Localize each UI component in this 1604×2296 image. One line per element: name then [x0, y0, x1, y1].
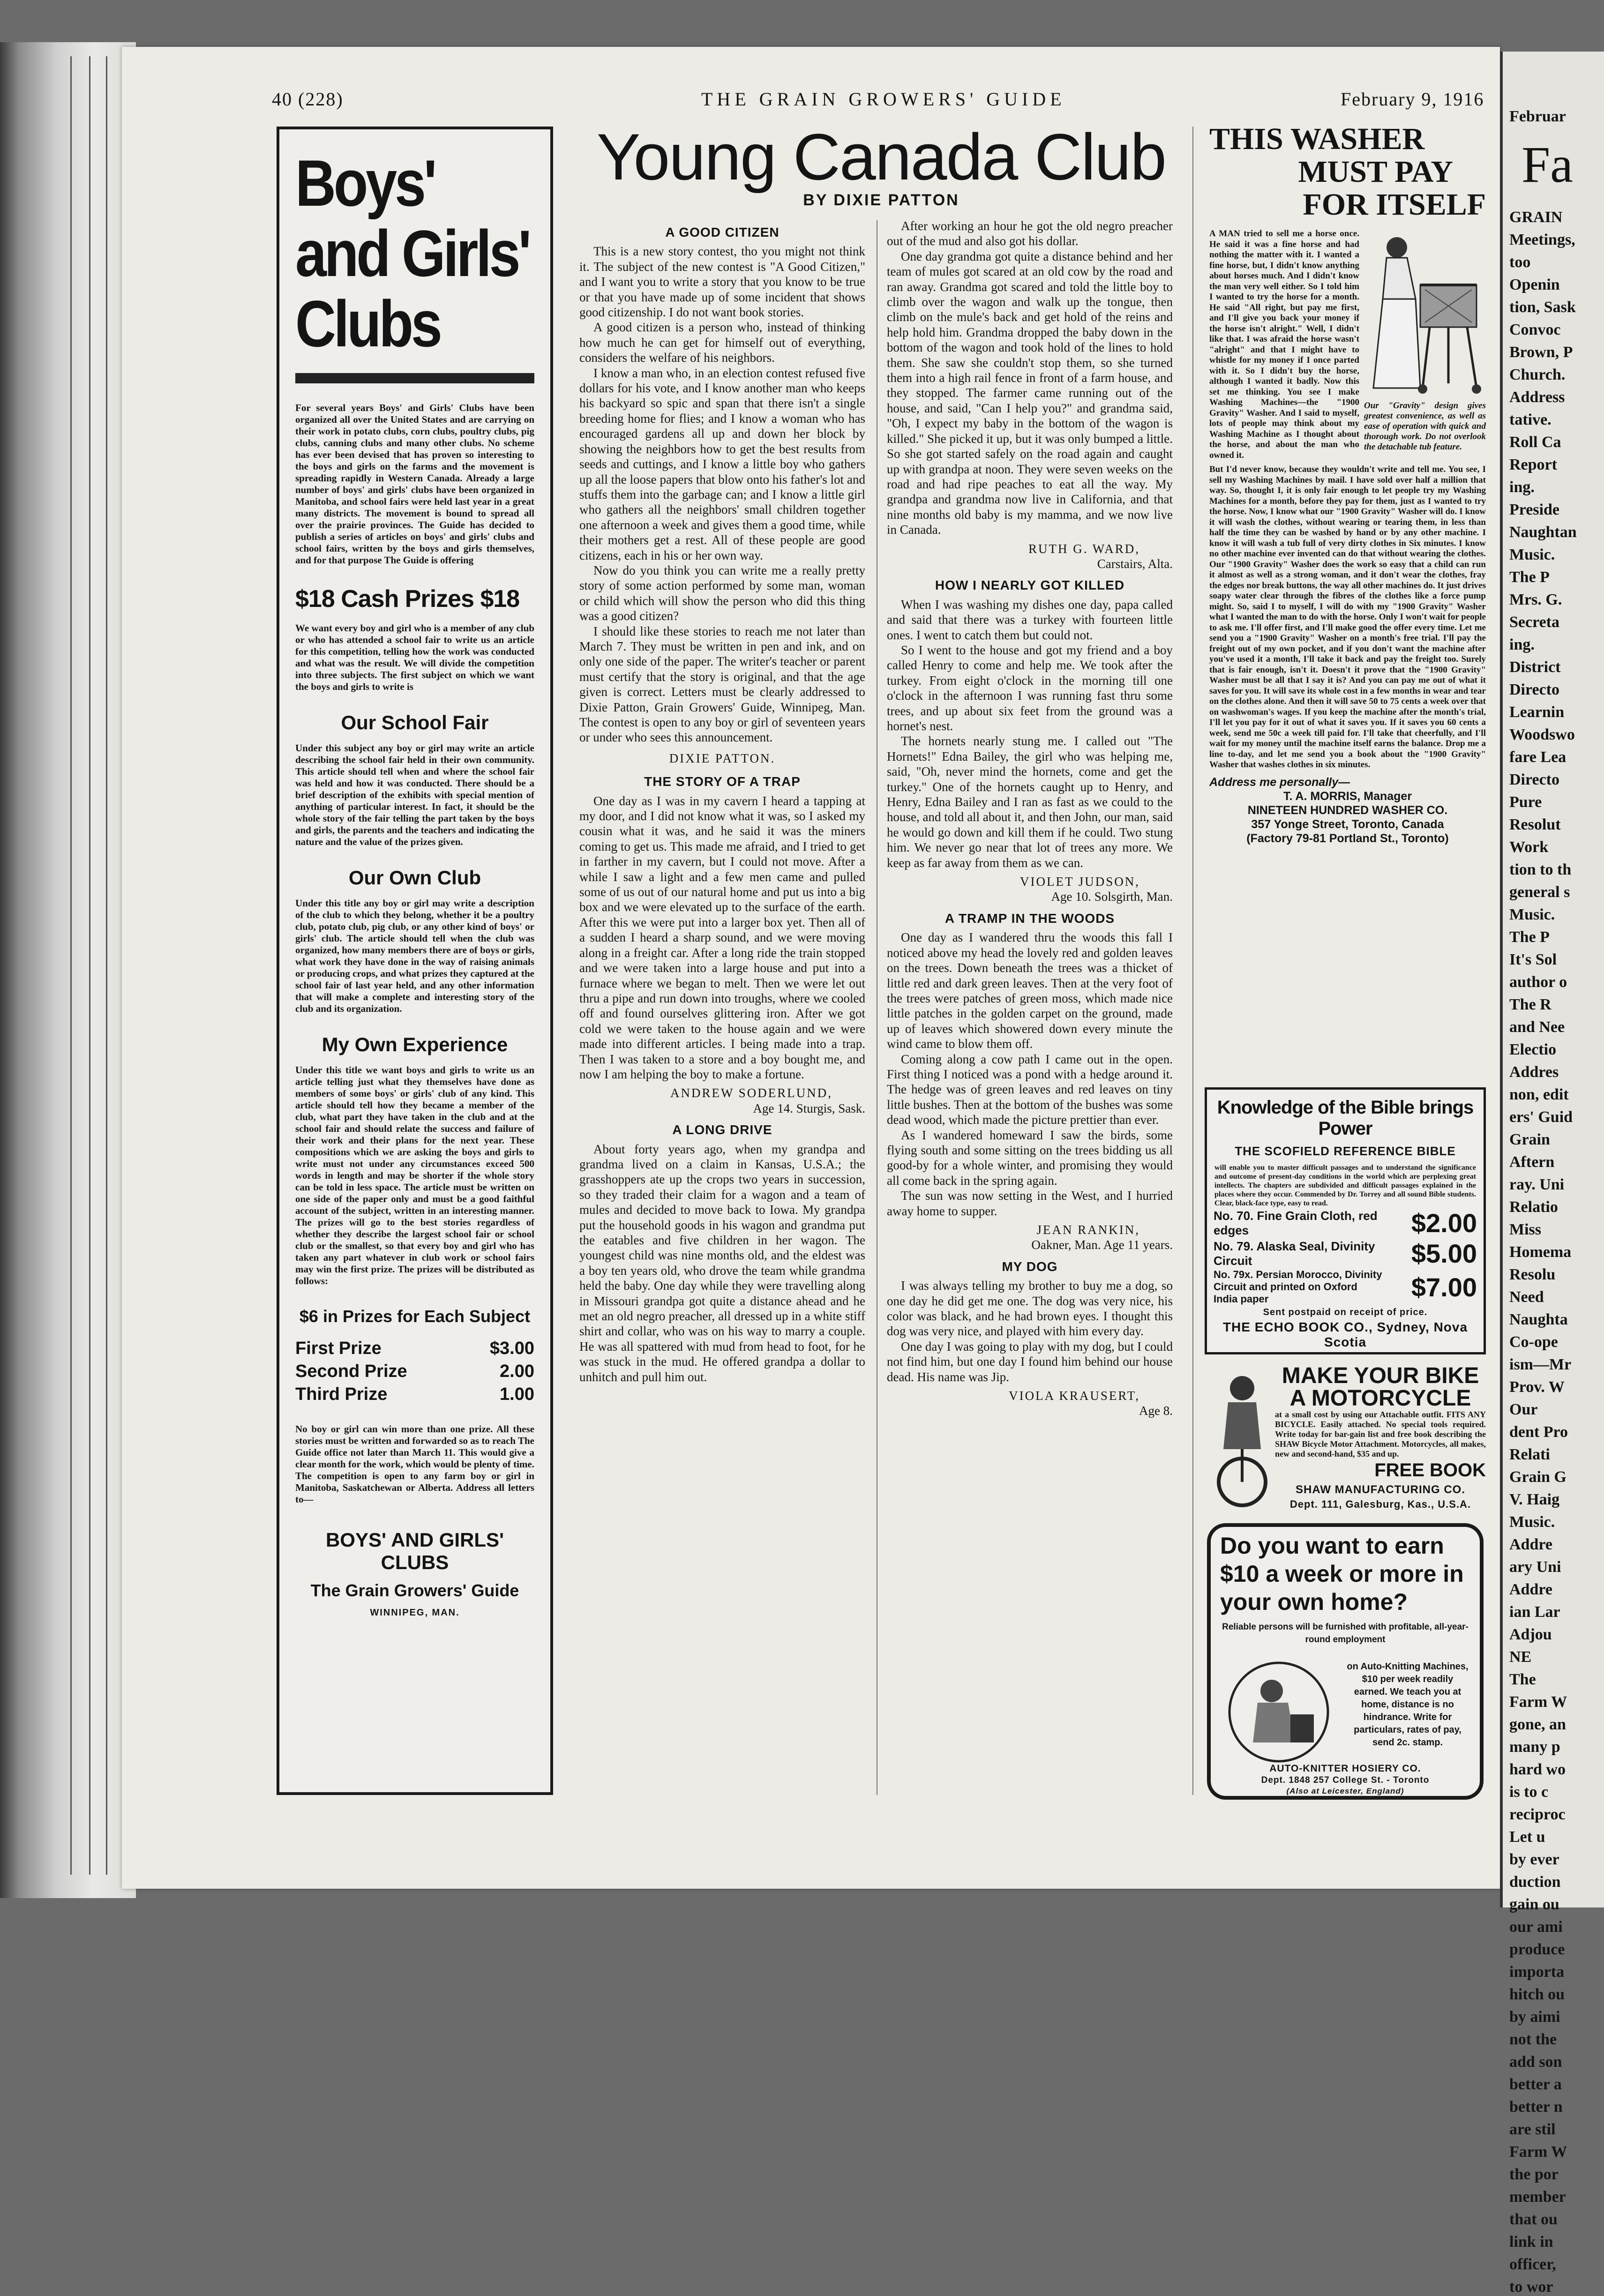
next-page-line: non, edit — [1509, 1086, 1569, 1103]
next-page-line: Music. — [1509, 1513, 1555, 1531]
next-page-line: Our — [1509, 1401, 1538, 1418]
next-page-line: to wor — [1509, 2278, 1553, 2296]
next-page-line: ing. — [1509, 636, 1535, 653]
issue-date: February 9, 1916 — [1341, 89, 1484, 110]
next-page-line: Februar — [1509, 108, 1566, 125]
next-page-line: gone, an — [1509, 1716, 1566, 1733]
earn-company: AUTO-KNITTER HOSIERY CO. — [1269, 1763, 1421, 1774]
bible-price-row: No. 79x. Persian Morocco, Divinity Circuit and printed on Oxford India paper $7.00 — [1214, 1269, 1477, 1305]
next-page-line: Electio — [1509, 1041, 1557, 1058]
byline: BY DIXIE PATTON — [803, 191, 959, 209]
book-binding — [0, 42, 136, 1898]
next-page-line: Adjou — [1509, 1626, 1552, 1643]
next-page-edge — [1500, 52, 1604, 2296]
next-page-line: and Nee — [1509, 1018, 1565, 1036]
next-page-line: Work — [1509, 838, 1549, 856]
washer-caption: Our "Gravity" design gives greatest convenience, as well as ease of operation with quick and thorough work. Do not overlook the detachable tub feature. — [1364, 400, 1486, 452]
story-paragraph: When I was washing my dishes one day, papa called and said that there was a turkey with fourteen little ones. I went to catch them but could not. — [887, 597, 1173, 642]
story-paragraph: I should like these stories to reach me not later than March 7. They must be written in pen and ink, and on only one side of the paper. The writer's teacher or parent must certify that the story is original, and that the age given is correct. Letters must be clearly addressed to Dixie Patton, Grain Growers' Guide, Winnipeg, Man. The contest is open to any boy or girl of seventeen years or under who sees this announcement. — [579, 624, 865, 745]
next-page-line: It's Sol — [1509, 951, 1557, 968]
divider-bar — [295, 373, 534, 383]
next-page-line: Prov. W — [1509, 1378, 1565, 1396]
story-paragraph: About forty years ago, when my grandpa and grandma lived on a claim in Kansas, U.S.A.; the grasshoppers ate up the crops two years in succession, so they traded their claim for a wagon and a team of mules and decided to move back to Iowa. My grandpa put the household goods in his wagon and grandma put the eatables and five children in her wagon. The youngest child was nine months old, and the eldest was a boy ten years old, who drove the team while grandma held the baby. One day while they were travelling along in Missouri grandpa got quite a distance ahead and he met an old negro preacher, all dressed up in a white stiff shirt and collar, who was on his way to marry a couple. He was all spattered with mud from head to foot, for he was stuck in the mud. He offered grandpa a dollar to unhitch and pull him out. — [579, 1142, 865, 1384]
washer-illustration — [1364, 229, 1486, 452]
next-page-line: too — [1509, 254, 1531, 271]
bible-ad — [1205, 1087, 1486, 1354]
story-paragraph: One day grandma got quite a distance behind and her team of mules got scared at an old cow by the road and ran away. Grandma got scared and told the little boy to climb over the wagon and walk up the tongue, then climb on the mule's back and get hold of the reins and help hold him. Grandma dropped the baby down in the bottom of the wagon and took hold of the lines to hold them. She saw she couldn't stop them, so she turned them into a high rail fence in front of a farm house, and they stopped. The farmer came running out of the house, and said, "Can I help you?" and grandma said, "Oh, I expect my baby in the bottom of the wagon is killed." She picked it up, but it was only bumped a little. So she got started safely on the road again and caught up with grandpa at noon. They were seven weeks on the road and had ripe peaches to eat all the way. My grandpa and grandma now live in California, and that nine months old baby is my mamma, and we now live in Canada. — [887, 249, 1173, 537]
cash-prizes-text: We want every boy and girl who is a member of any club or who has attended a school fair to write us an article for this competition, telling how the work was conducted and what was the result. We will divide the competition into three subjects. The first subject on which we want the boys and girls to write is — [295, 622, 534, 692]
next-page-line: Naughta — [1509, 1311, 1568, 1328]
next-page-line: Homema — [1509, 1243, 1572, 1261]
story-heading: THE STORY OF A TRAP — [644, 774, 801, 789]
binding-line — [70, 56, 72, 1875]
subject-experience-text: Under this title we want boys and girls to write us an article telling just what they themselves have done as members of some boys' or girls' club of any kind. This article should tell how they became a member of the club, what part they have taken in the club and at the school fair and should relate the success and failure of their work and their plans for the next year. These compositions which we are asking the boys and girls to write must not under any circumstances exceed 500 words in length and may be shorter if the whole story can be told in less space. The article must be written on one side of the paper only and must be a good faithful account of the subject, written in an interesting manner. The prizes will go to the best stories regardless of whether they describe the largest school fair or school club or the smallest, so that every boy and girl who has taken any part whatever in club work or school fairs may win the first prize. The prizes will be distributed as follows: — [295, 1064, 534, 1286]
next-page-line: ers' Guid — [1509, 1108, 1573, 1126]
prize-row: First Prize $3.00 — [295, 1339, 534, 1358]
next-page-line: importa — [1509, 1963, 1565, 1981]
young-canada-title: Young Canada Club — [596, 120, 1166, 194]
bible-headline: Knowledge of the Bible brings Power — [1217, 1097, 1474, 1139]
story-author: ANDREW SODERLUND, — [670, 1086, 832, 1100]
subject-school-fair-text: Under this subject any boy or girl may write an article describing the school fair held in their own community. This article should tell when and where the school fair was held and how it was conducted. There should be a brief description of the exhibits with special mention of anything of particular interest. In fact, it should be the whole story of the fair telling the part taken by the boys and girls, the parents and the teachers and indicating the nature and the value of the prizes given. — [295, 742, 534, 847]
bible-note: Sent postpaid on receipt of price. — [1263, 1307, 1428, 1317]
next-page-line: add son — [1509, 2053, 1562, 2071]
story-paragraph: This is a new story contest, tho you might not think it. The subject of the new contest is "A Good Citizen," and I want you to write a story that you know to be true or that you have made up of some incident that shows good citizenship. I do not want book stories. — [579, 244, 865, 320]
next-page-line: The — [1509, 1671, 1536, 1688]
free-book-label: FREE BOOK — [1374, 1460, 1486, 1481]
next-page-line: V. Haig — [1509, 1491, 1560, 1508]
next-page-line: that ou — [1509, 2211, 1558, 2228]
next-page-line: Co-ope — [1509, 1333, 1558, 1351]
subject-school-fair-heading: Our School Fair — [341, 711, 489, 733]
story-author: DIXIE PATTON. — [669, 751, 776, 765]
boys-girls-clubs-box — [277, 127, 553, 1795]
boys-title-line: and Girls' — [295, 217, 529, 290]
next-page-line: general s — [1509, 883, 1570, 901]
subject-own-club-heading: Our Own Club — [348, 867, 481, 889]
story-paragraph: So I went to the house and got my friend and a boy called Henry to come and help me. We took after the turkey. From eight o'clock in the morning till one o'clock in the afternoon I was running fast thru some trees, and up about six feet from the ground was a hornet's nest. — [887, 643, 1173, 733]
story-paragraph: A good citizen is a person who, instead of thinking how much he can get for himself out of everything, considers the welfare of his neighbors. — [579, 320, 865, 365]
next-page-line: dent Pro — [1509, 1423, 1568, 1441]
story-author: VIOLA KRAUSERT, — [1009, 1389, 1140, 1403]
bible-description: will enable you to master difficult passages and to understand the significance and outcome of present-day conditions in the world which are perplexing great intellects. The chapters are subdivided and difficult passages explained in the places where they occur. Commended by Dr. Torrey and all sound Bible students. Clear, black-face type, easy to read. — [1214, 1164, 1476, 1207]
washer-headline: THIS WASHER — [1209, 122, 1425, 156]
next-page-line: member — [1509, 2188, 1566, 2206]
story-paragraph: As I wandered homeward I saw the birds, some flying south and some sitting on the trees bidding us all good-by for a whole winter, and promising they would all come back in the spring again. — [887, 1128, 1173, 1188]
boys-title-line: Boys' — [295, 146, 435, 220]
prize-row: Third Prize 1.00 — [295, 1384, 534, 1404]
next-page-line: Aftern — [1509, 1153, 1555, 1171]
bible-price-row: No. 70. Fine Grain Cloth, red edges $2.00 — [1214, 1208, 1477, 1238]
next-page-line: better n — [1509, 2098, 1563, 2116]
next-page-line: Addre — [1509, 1536, 1552, 1553]
next-page-line: Addre — [1509, 1581, 1552, 1598]
next-page-line: Fa — [1522, 136, 1573, 193]
contest-rules: No boy or girl can win more than one prize. All these stories must be written and forwarded so as to reach The Guide office not later than March 11. This would give a clear month for the work, which would be plenty of time. The competition is open to any farm boy or girl in Manitoba, Saskatchewan or Alberta. Address all letters to— — [295, 1423, 534, 1505]
story-location: Oakner, Man. Age 11 years. — [1031, 1238, 1173, 1252]
next-page-line: produce — [1509, 1941, 1565, 1958]
next-page-line: Grain — [1509, 1131, 1550, 1148]
story-paragraph: One day I was going to play with my dog, but I could not find him, but one day I found him behind our house dead. His name was Jip. — [887, 1339, 1173, 1384]
next-page-line: Let u — [1509, 1828, 1545, 1846]
next-page-line: tion to th — [1509, 861, 1572, 878]
bike-company: SHAW MANUFACTURING CO. — [1296, 1483, 1465, 1496]
page-header — [150, 88, 1491, 116]
next-page-line: gain ou — [1509, 1896, 1559, 1913]
next-page-line: Secreta — [1509, 613, 1559, 631]
next-page-line: better a — [1509, 2076, 1562, 2093]
washer-body-1: A MAN tried to sell me a horse once. He said it was a fine horse and had nothing the matter with it. I wanted a fine horse, but, I didn't know anything about horses much. And I didn't know the man very well either. So I told him I wanted to try the horse for a month. He said "All right, but pay me first, and I'll give you back your money if the horse isn't alright." Well, I didn't like that. I was afraid the horse wasn't "alright" and that I might have to whistle for my money if I once parted with it. So I didn't buy the horse, although I wanted it badly. Now this set me thinking. You see I make Washing Machines—the "1900 Gravity" Washer. And I said to myself, lots of people may think about my Washing Machine as I thought about the horse, and about the man who owned it. — [1209, 229, 1359, 460]
next-page-text — [1503, 52, 1604, 2296]
next-page-line: Brown, P — [1509, 344, 1573, 361]
next-page-line: Church. — [1509, 366, 1566, 383]
motorcyclist-image — [1205, 1369, 1280, 1510]
next-page-line: author o — [1509, 973, 1567, 991]
publication-name: THE GRAIN GROWERS' GUIDE — [701, 89, 1066, 110]
next-page-line: link in — [1509, 2233, 1553, 2251]
next-page-line: The P — [1509, 568, 1550, 586]
next-page-line: Naughtan — [1509, 524, 1577, 541]
story-location: Carstairs, Alta. — [1097, 556, 1173, 571]
story-paragraph: Coming along a cow path I came out in the open. First thing I noticed was a pond with a hedge around it. The hedge was of green leaves and red leaves on tiny little bushes. Then at the bottom of the bushes was some dead wood, which made the picture prettier than ever. — [887, 1052, 1173, 1127]
next-page-line: Woodswo — [1509, 726, 1575, 743]
next-page-line: reciproc — [1509, 1806, 1566, 1823]
next-page-line: The R — [1509, 996, 1552, 1013]
story-paragraph: The sun was now setting in the West, and I hurried away home to supper. — [887, 1189, 1173, 1218]
next-page-line: the por — [1509, 2166, 1559, 2183]
story-paragraph: One day as I was in my cavern I heard a tapping at my door, and I did not know what it was, so I asked my cousin what it was, and he said it was the miners coming to get us. This made me afraid, and I tried to get in farther in my cavern, but I could not move. After a while I saw a light and a few men came and pulled some of us out of our natural home and put us into a big box and we were elevated up to the surface of the earth. After this we were put into a larger box yet. Then all of a sudden I heard a sharp sound, and we were moving along in a freight car. After a long ride the train stopped and we were taken into a large house and put into a furnace where we began to melt. Then we were let out thru a pipe and run down into troughs, where we cooled off and found ourselves glittering iron. After we got cold we were taken to the house again and we were made into different articles. I being made into a trap. Then I was taken to a store and a boy bought me, and now I am helping the boy to make a fortune. — [579, 793, 865, 1081]
next-page-line: are stil — [1509, 2121, 1556, 2138]
next-page-line: GRAIN — [1509, 209, 1563, 226]
next-page-line: Farm W — [1509, 1693, 1567, 1711]
story-paragraph: Now do you think you can write me a really pretty story of some action performed by some man, woman or child which will show the person who did this thing was a good citizen? — [579, 563, 865, 623]
next-page-line: Relati — [1509, 1446, 1550, 1463]
next-page-line: Report — [1509, 456, 1557, 473]
next-page-line: by aimi — [1509, 2008, 1560, 2026]
next-page-line: Address — [1509, 389, 1565, 406]
next-page-line: many p — [1509, 1738, 1560, 1756]
story-location: Age 10. Solsgirth, Man. — [1051, 890, 1173, 904]
clubs-address: BOYS' AND GIRLS' CLUBS The Grain Growers' Guide WINNIPEG, MAN. — [310, 1529, 519, 1618]
next-page-line: tative. — [1509, 411, 1552, 428]
story-location: Age 14. Sturgis, Sask. — [753, 1101, 865, 1115]
next-page-line: Directo — [1509, 681, 1559, 698]
next-page-line: Roll Ca — [1509, 434, 1561, 451]
story-location: Age 8. — [1139, 1404, 1173, 1418]
next-page-line: Miss — [1509, 1221, 1541, 1238]
next-page-line: Convoc — [1509, 321, 1561, 338]
next-page-line: hitch ou — [1509, 1986, 1565, 2003]
binding-line — [106, 56, 107, 1875]
next-page-line: The P — [1509, 928, 1550, 946]
washer-ad — [1209, 123, 1486, 1065]
clubs-intro: For several years Boys' and Girls' Clubs have been organized all over the United States and are carrying on their work in potato clubs, corn clubs, poultry clubs, pig clubs, canning clubs and many other clubs. No scheme has ever been devised that has proven so interesting to the boys and girls on the farms and the movement is spreading rapidly in Western Canada. Already a large number of boys' and girls' clubs have been organized in Manitoba, and school fairs were held last year in a great many districts. The movement is bound to spread all over the prairie provinces. The Guide has decided to publish a series of articles on boys' and girls' clubs and school fairs, written by the boys and girls themselves, and for that purpose The Guide is offering — [295, 402, 534, 566]
next-page-line: Mrs. G. — [1509, 591, 1562, 608]
story-paragraph: The hornets nearly stung me. I called out "The Hornets!" Edna Bailey, the girl who was helping me, said, "Oh, never mind the hornets, come and get the turkey." One of the hornets caught up to Henry, and Henry, Edna Bailey and I ran as fast as we could to the house, and told all about it, and then John, our man, said he would go down and kill them if he could. Two stung him. We never go near that lot of trees any more. We keep as far away from them as we can. — [887, 734, 1173, 870]
woman-with-washer-image — [1364, 229, 1486, 397]
next-page-line: District — [1509, 658, 1561, 676]
bible-title: THE SCOFIELD REFERENCE BIBLE — [1235, 1144, 1456, 1158]
washer-address: Address me personally— T. A. MORRIS, Manager NINETEEN HUNDRED WASHER CO. 357 Yonge Street, Toronto, Canada (Factory 79-81 Portland St., Toronto) — [1209, 775, 1449, 845]
next-page-line: Music. — [1509, 906, 1555, 923]
next-page-line: Resolut — [1509, 816, 1561, 833]
auto-knitter-ad — [1207, 1523, 1484, 1800]
story-heading: A TRAMP IN THE WOODS — [944, 911, 1115, 926]
prizes-heading: $6 in Prizes for Each Subject — [299, 1307, 531, 1326]
story-author: RUTH G. WARD, — [1028, 541, 1140, 556]
next-page-line: ray. Uni — [1509, 1176, 1565, 1193]
bike-headline: A MOTORCYCLE — [1289, 1386, 1471, 1411]
next-page-line: Grain G — [1509, 1468, 1567, 1486]
motorcycle-ad — [1205, 1365, 1486, 1519]
woman-knitting-image — [1225, 1658, 1333, 1766]
next-page-line: ian Lar — [1509, 1603, 1560, 1621]
next-page-line: Addres — [1509, 1063, 1559, 1081]
next-page-line: by ever — [1509, 1851, 1559, 1868]
column-rule — [1192, 127, 1193, 1795]
next-page-line: Pure — [1509, 793, 1542, 811]
washer-body-2: But I'd never know, because they wouldn't write and tell me. You see, I sell my Washing Machines by mail. I have sold over half a million that way. So, thought I, it is only fair enough to let people try my Washing Machines for a month, before they pay for them, just as I wanted to try the horse. Now, I know what our "1900 Gravity" Washer will do. I know it will wash the clothes, without wearing or tearing them, in less than half the time they can be washed by hand or by any other machine. I know it will wash a tub full of very dirty clothes in Six minutes. I know no other machine ever invented can do that without wearing the clothes. Our "1900 Gravity" Washer does the work so easy that a child can run it almost as well as a strong woman, and it don't wear the clothes, fray the edges nor break buttons, the way all other machines do. It just drives soapy water clear through the fibres of the clothes like a force pump might. So, said I to myself, I will do with my "1900 Gravity" Washer what I wanted the man to do with the horse. Only I won't wait for people to ask me. I'll offer first, and I'll make good the offer every time. Let me send you a "1900 Gravity" Washer on a month's free trial. I'll pay the freight out of my own pocket, and if you don't want the machine after you've used it a month, I'll take it back and pay the freight too. Surely that is fair enough, isn't it. Doesn't it prove that the "1900 Gravity" Washer must be all that I say it is? And you can pay me out of what it saves for you. It will save its whole cost in a few months in wear and tear on the clothes alone. And then it will save 50 to 75 cents a week over that on washwoman's wages. If you keep the machine after the month's trial, I'll let you pay for it out of what it saves you. If it saves you 60 cents a week, send me 50c a week till paid for. I'll take that cheerfully, and I'll wait for my money until the machine itself earns the balance. Drop me a line to-day, and let me send you a book about the "1900 Gravity" Washer that washes clothes in six minutes. — [1209, 464, 1486, 770]
next-page-line: Need — [1509, 1288, 1544, 1306]
bible-price-row: No. 79. Alaska Seal, Divinity Circuit $5.00 — [1214, 1239, 1477, 1268]
story-heading: A LONG DRIVE — [672, 1122, 772, 1137]
earn-intro: Reliable persons will be furnished with profitable, all-year-round employment — [1222, 1622, 1469, 1645]
bible-publisher: THE ECHO BOOK CO., Sydney, Nova Scotia — [1222, 1320, 1468, 1349]
earn-dept: Dept. 1848 257 College St. - Toronto — [1261, 1775, 1430, 1785]
article-column-2 — [887, 218, 1173, 1798]
next-page-line: our ami — [1509, 1918, 1563, 1936]
story-author: VIOLET JUDSON, — [1020, 875, 1140, 889]
next-page-line: tion, Sask — [1509, 299, 1576, 316]
cash-prizes-heading: $18 Cash Prizes $18 — [295, 585, 520, 613]
next-page-line: ism—Mr — [1509, 1356, 1572, 1373]
next-page-line: Preside — [1509, 501, 1560, 518]
next-page-line: is to c — [1509, 1783, 1549, 1801]
next-page-line: Learnin — [1509, 703, 1565, 721]
next-page-line: NE — [1509, 1648, 1532, 1666]
next-page-line: Relatio — [1509, 1198, 1558, 1216]
next-page-line: Resolu — [1509, 1266, 1556, 1283]
next-page-line: duction — [1509, 1873, 1561, 1891]
bike-dept: Dept. 111, Galesburg, Kas., U.S.A. — [1289, 1498, 1471, 1510]
next-page-line: ary Uni — [1509, 1558, 1561, 1576]
page-number: 40 (228) — [272, 89, 344, 110]
bike-body: at a small cost by using our Attachable outfit. FITS ANY BICYCLE. Easily attached. No special tools required. Write today for bar-gain list and free book describing the SHAW Bicycle Motor Attachment. Motorcycles, all makes, new and second-hand, $35 and up. — [1275, 1410, 1486, 1458]
boys-title-line: Clubs — [295, 287, 440, 360]
earn-also: (Also at Leicester, England) — [1286, 1787, 1404, 1795]
story-heading: A GOOD CITIZEN — [665, 225, 780, 239]
prize-row: Second Prize 2.00 — [295, 1361, 534, 1381]
binding-line — [89, 56, 90, 1875]
washer-headline: MUST PAY — [1298, 155, 1453, 189]
next-page-line: fare Lea — [1509, 748, 1567, 766]
story-paragraph: I know a man who, in an election contest refused five dollars for his vote, and I know another man who keeps his backyard so spic and span that there isn't a single breeding home for flies; and I know a woman who has encouraged gardens all up and down her block by showing the neighbors how to get the best results from seeds and cuttings, and I know a little boy who gathers up all the loose papers that blow onto his father's lot and stuffs them into the garbage can; and I know a little girl who gathers all the neighbors' small children together one afternoon a week and gives them a good time, while their mothers get a rest. All of these people are good citizens, each in his or her own way. — [579, 366, 865, 562]
subject-own-club-text: Under this title any boy or girl may write a description of the club to which they belong, whether it be a poultry club, potato club, pig club, or any other kind of boys' or girls' club. The article should tell when the club was organized, how many members there are of boys or girls, what work they have done in the way of raising animals or producing crops, and what prizes they captured at the school fair of last year held, and any other information that will make a complete and interesting story of the club and its organization. — [295, 897, 534, 1014]
earn-headline: Do you want to earn $10 a week or more in your own home? — [1220, 1533, 1464, 1615]
next-page-line: not the — [1509, 2031, 1557, 2048]
next-page-line: hard wo — [1509, 1761, 1566, 1778]
washer-headline: FOR ITSELF — [1303, 187, 1486, 222]
story-heading: HOW I NEARLY GOT KILLED — [935, 578, 1125, 593]
story-paragraph: After working an hour he got the old negro preacher out of the mud and also got his dollar. — [887, 219, 1173, 248]
earn-body: on Auto-Knitting Machines, $10 per week readily earned. We teach you at home, distance is no hindrance. Write for particulars, rates of pay, send 2c. stamp. — [1347, 1661, 1469, 1748]
article-column-1 — [579, 218, 865, 1798]
next-page-line: officer, — [1509, 2256, 1556, 2273]
next-page-line: Meetings, — [1509, 231, 1575, 248]
next-page-line: ing. — [1509, 479, 1535, 496]
next-page-line: Directo — [1509, 771, 1559, 788]
story-paragraph: I was always telling my brother to buy me a dog, so one day he did get me one. The dog was very nice, his color was black, and he had brown eyes. I thought this dog was very nice, and played with him every day. — [887, 1279, 1173, 1339]
story-paragraph: One day as I wandered thru the woods this fall I noticed above my head the lovely red and golden leaves on the trees. Down beneath the trees was a thicket of little red and dark green leaves. Then at the very foot of the trees were patches of green moss, which made nice little patches in the golden carpet on the ground, made up of leaves which showered down every minute the wind came to blow them off. — [887, 930, 1173, 1051]
story-author: JEAN RANKIN, — [1036, 1223, 1140, 1237]
story-heading: MY DOG — [1002, 1259, 1058, 1274]
bike-headline: MAKE YOUR BIKE — [1282, 1363, 1479, 1388]
next-page-line: Music. — [1509, 546, 1555, 563]
subject-experience-heading: My Own Experience — [322, 1033, 508, 1055]
next-page-line: Farm W — [1509, 2143, 1567, 2161]
next-page-line: Openin — [1509, 276, 1560, 293]
